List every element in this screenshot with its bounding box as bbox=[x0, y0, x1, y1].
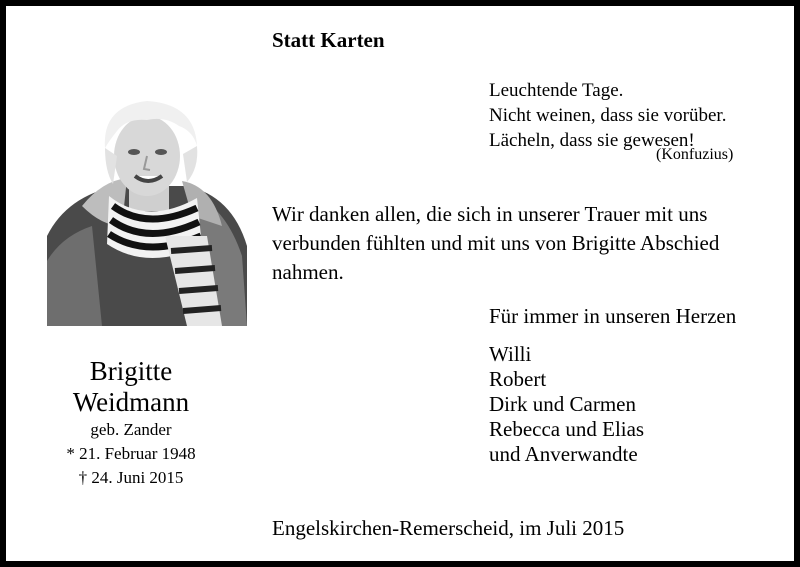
mourner-name: Rebecca und Elias bbox=[489, 417, 645, 441]
mourner-name: Willi bbox=[489, 342, 532, 366]
quote-line: Nicht weinen, dass sie vorüber. bbox=[489, 105, 727, 126]
quote-line: Leuchtende Tage. bbox=[489, 80, 624, 101]
deceased-last-name: Weidmann bbox=[72, 387, 190, 417]
mourner-name: Dirk und Carmen bbox=[489, 392, 636, 416]
portrait-photo bbox=[47, 86, 247, 326]
quote-block bbox=[489, 78, 726, 153]
thanks-text bbox=[272, 200, 719, 287]
deceased-details bbox=[46, 356, 216, 490]
thanks-line: verbunden fühlten und mit uns von Brigitte Abschied bbox=[272, 231, 720, 255]
mourner-name: Robert bbox=[489, 367, 547, 391]
thanks-line: Wir danken allen, die sich in unserer Trauer mit uns bbox=[272, 202, 708, 226]
place-and-date: Engelskirchen-Remerscheid, im Juli 2015 bbox=[272, 516, 625, 540]
deceased-first-name: Brigitte bbox=[89, 356, 173, 386]
quote-author: (Konfuzius) bbox=[656, 146, 734, 163]
mourners-list bbox=[489, 342, 644, 467]
heading: Statt Karten bbox=[272, 28, 385, 52]
mourner-name: und Anverwandte bbox=[489, 442, 638, 466]
closing-phrase: Für immer in unseren Herzen bbox=[489, 304, 737, 328]
thanks-line: nahmen. bbox=[272, 260, 344, 284]
quote-line: Lächeln, dass sie gewesen! bbox=[489, 130, 695, 151]
deceased-birth-date: * 21. Februar 1948 bbox=[66, 444, 196, 463]
deceased-death-date: † 24. Juni 2015 bbox=[78, 468, 184, 487]
deceased-maiden-name: geb. Zander bbox=[90, 420, 172, 439]
